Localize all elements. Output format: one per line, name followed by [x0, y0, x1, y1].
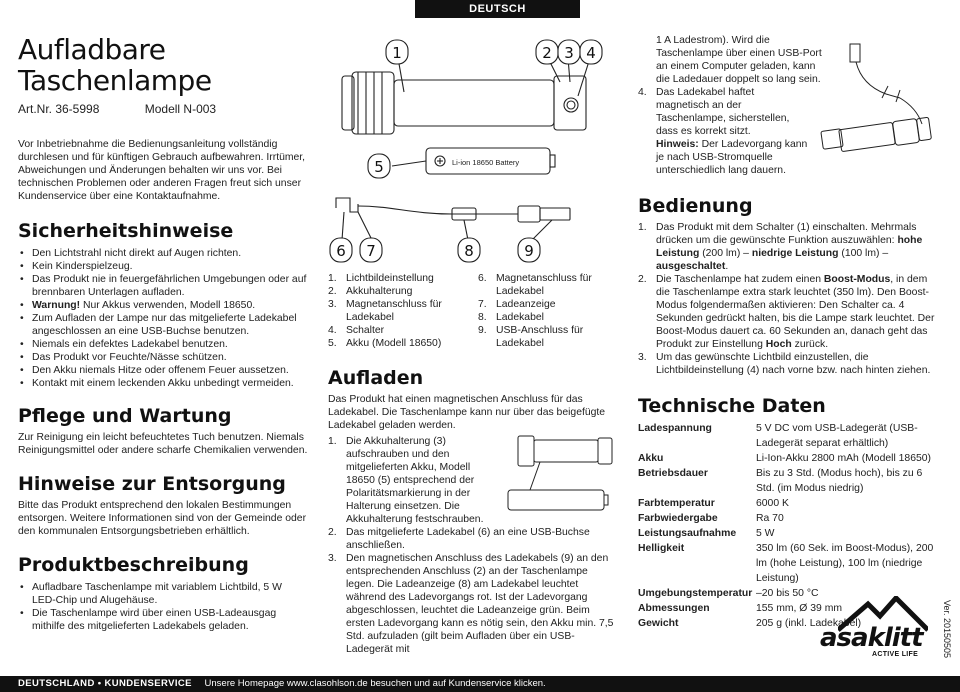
version-label: Ver. 20150505: [942, 600, 952, 659]
tech-heading: Technische Daten: [638, 395, 826, 417]
list-item: • Den Akku niemals Hitze oder offenem Feuer aussetzen.: [18, 364, 308, 377]
footer-text: Unsere Homepage www.clasohlson.de besuchen und auf Kundenservice klicken.: [204, 678, 546, 689]
table-row: Akku Li-Ion-Akku 2800 mAh (Modell 18650): [638, 453, 932, 464]
list-item: • Das Produkt vor Feuchte/Nässe schützen.: [18, 351, 308, 364]
usb-plug-icon: [518, 206, 540, 222]
charge-heading: Aufladen: [328, 367, 424, 389]
list-item: • Die Taschenlampe wird über einen USB-Ladeausgag mithilfe des mitgelieferten Ladekabels geladen.: [18, 607, 308, 633]
usb-connector-icon: [850, 44, 860, 62]
table-row: Helligkeit 350 lm (60 Sek. im Boost-Modus), 200 lm (hohe Leistung), 100 lm (niedrige Leistung): [638, 543, 934, 584]
list-item: 1. Das Produkt mit dem Schalter (1) einschalten. Mehrmals drücken um die gewünschte Funktion auszuwählen: hohe Leistung (200 lm) – niedrige Leistung (100 lm) – ausgeschaltet.: [638, 222, 923, 272]
list-item: 3. Den magnetischen Anschluss des Ladekabels (9) an den entsprechenden Anschluss (2) an der Taschenlampe legen. Die Ladeanzeige (8) am Ladekabel leuchtet während des Ladevorgangs rot. Ist der Ladevorgang abgeschlossen, leuchtet die Ladeanzeige grün. Beim ersten Ladevorgang kann es nötig sein, den Akku min. 7,5 Std. aufzuladen (gilt beim Aufladen über ein USB-Ladegerät mit: [328, 553, 614, 655]
intro-text: Vor Inbetriebnahme die Bedienungsanleitung vollständig durchlesen und für künftigen Gebrauch aufbewahren. Irrtümer, Abweichungen und Änderungen behalten wir uns vor. Bei technischen Problemen oder anderen Fragen freut sich unser Kundenservice über eine Kontaktaufnahme.: [18, 139, 306, 202]
list-item: 2. Das mitgelieferte Ladekabel (6) an eine USB-Buchse anschließen.: [328, 527, 590, 551]
list-item: 4. Schalter: [328, 325, 385, 336]
charge-intro: Das Produkt hat einen magnetischen Anschluss für das Ladekabel. Die Taschenlampe kann nur über das beigefügte Ladekabel geladen werden.: [328, 394, 606, 431]
product-heading: Produktbeschreibung: [18, 554, 249, 576]
charging-illustration: [500, 432, 618, 522]
battery-label: Li-ion 18650 Battery: [452, 158, 520, 167]
list-item: • Kein Kinderspielzeug.: [18, 260, 308, 273]
callout-6: 6: [336, 242, 346, 260]
care-heading: Pflege und Wartung: [18, 405, 232, 427]
callout-2: 2: [542, 44, 552, 62]
table-row: Betriebsdauer Bis zu 3 Std. (Modus hoch), bis zu 6 Std. (im Modus niedrig): [638, 468, 923, 494]
operation-heading: Bedienung: [638, 195, 753, 217]
callout-5: 5: [374, 158, 384, 176]
list-item: 7. Ladeanzeige: [478, 299, 556, 310]
table-row: Ladespannung 5 V DC vom USB-Ladegerät (USB-Ladegerät separat erhältlich): [638, 423, 918, 449]
callout-9: 9: [524, 242, 534, 260]
parts-list-right: [478, 272, 628, 350]
table-row: Gewicht 205 g (inkl. Ladekabel): [638, 618, 862, 629]
list-item: • Kontakt mit einem leckenden Akku unbedingt vermeiden.: [18, 377, 308, 390]
charge-continued: 1 A Ladestrom). Wird die Taschenlampe über einen USB-Port an einem Computer geladen, kann die Ladedauer doppelt so lang sein.: [656, 35, 822, 85]
footer-bar: [0, 676, 960, 692]
list-item: 2. Die Taschenlampe hat zudem einen Boost-Modus, in dem die Taschenlampe extra stark leuchtet (350 lm). Den Boost-Modus folgendermaßen aktivieren: Den Schalter ca. 4 Sekunden gedrückt halten, bis die Lampe stark leuchtet. Der Boost-Modus dauert ca. 60 Sekunden an, danach geht das Produkt zur Einstellung Hoch zurück.: [638, 274, 935, 350]
list-item: 8. Ladekabel: [478, 312, 544, 323]
page-title: [18, 34, 308, 96]
list-item: • Den Lichtstrahl nicht direkt auf Augen richten.: [18, 247, 308, 260]
list-item: 3. Magnetanschluss für Ladekabel: [328, 299, 442, 323]
brand-tagline: ACTIVE LIFE: [872, 651, 919, 658]
table-row: Leistungsaufnahme 5 W: [638, 528, 775, 539]
model-number: Modell N-003: [144, 102, 217, 116]
table-row: Farbwiedergabe Ra 70: [638, 513, 784, 524]
callout-4: 4: [586, 44, 596, 62]
disposal-heading: Hinweise zur Entsorgung: [18, 473, 286, 495]
footer-label: DEUTSCHLAND • KUNDENSERVICE: [18, 678, 192, 689]
list-item: 9. USB-Anschluss für Ladekabel: [478, 325, 584, 349]
table-row: Farbtemperatur 6000 K: [638, 498, 789, 509]
parts-list-left: [328, 272, 478, 350]
article-number-row: [18, 102, 308, 117]
care-text: Zur Reinigung ein leicht befeuchtetes Tuch benutzen. Niemals Reinigungsmittel oder andere scharfe Chemikalien verwenden.: [18, 432, 308, 456]
flashlight-diagram: [322, 36, 622, 266]
list-item: • Das Produkt nie in feuergefährlichen Umgebungen oder auf brennbaren Unterlagen aufladen.: [18, 273, 308, 299]
disposal-text: Bitte das Produkt entsprechend den lokalen Bestimmungen entsorgen. Weitere Informationen sind von der Gemeinde oder den kommunalen Entsorgungsbetrieben erhältlich.: [18, 500, 307, 537]
callout-8: 8: [464, 242, 474, 260]
battery-insert-icon: [508, 490, 604, 510]
callout-1: 1: [392, 44, 402, 62]
callout-3: 3: [564, 44, 574, 62]
list-item: 6. Magnetanschluss für Ladekabel: [478, 273, 592, 297]
brand-name: asaklitt: [820, 623, 923, 653]
list-item: 3. Um das gewünschte Lichtbild einzustellen, die Lichtbildeinstellung (4) nach vorne bzw. nach hinten ziehen.: [638, 352, 931, 376]
table-row: Umgebungstemperatur –20 bis 50 °C: [638, 588, 819, 599]
charging-cable-illustration: [800, 38, 940, 168]
article-number: Art.Nr. 36-5998: [18, 102, 100, 116]
table-row: Abmessungen 155 mm, Ø 39 mm: [638, 603, 843, 614]
list-item: 2. Akkuhalterung: [328, 286, 413, 297]
safety-heading: Sicherheitshinweise: [18, 220, 234, 242]
title-line-1: Aufladbare: [18, 33, 166, 66]
list-item: • Warnung! Nur Akkus verwenden, Modell 18650.: [18, 299, 308, 312]
list-item: 1. Lichtbildeinstellung: [328, 273, 434, 284]
safety-list: [18, 247, 308, 390]
list-item: • Niemals ein defektes Ladekabel benutzen.: [18, 338, 308, 351]
operation-steps: [638, 221, 938, 377]
brand-logo: [818, 596, 936, 660]
list-item: 1. Die Akkuhalterung (3) aufschrauben und den mitgelieferten Akku, Modell 18650 (5) entsprechend der Polaritätsmarkierung in der Halterung einsetzen. Die Akkuhalterung festschrauben.: [328, 436, 484, 525]
product-list: [18, 581, 308, 633]
list-item: • Aufladbare Taschenlampe mit variablem Lichtbild, 5 W LED-Chip und Alugehäuse.: [18, 581, 308, 607]
list-item: 4. Das Ladekabel haftet magnetisch an der Taschenlampe, sicherstellen, dass es korrekt sitzt. Hinweis: Der Ladevorgang kann je nach USB-Stromquelle unterschiedlich lang dauern.: [638, 87, 808, 176]
column-left: [18, 34, 308, 633]
callout-7: 7: [366, 242, 376, 260]
list-item: 5. Akku (Modell 18650): [328, 338, 442, 349]
title-line-2: Taschenlampe: [18, 64, 212, 97]
flashlight-body-icon: [394, 80, 554, 126]
list-item: • Zum Aufladen der Lampe nur das mitgelieferte Ladekabel angeschlossen an eine USB-Buchse benutzen.: [18, 312, 308, 338]
language-header: DEUTSCH: [415, 0, 580, 18]
